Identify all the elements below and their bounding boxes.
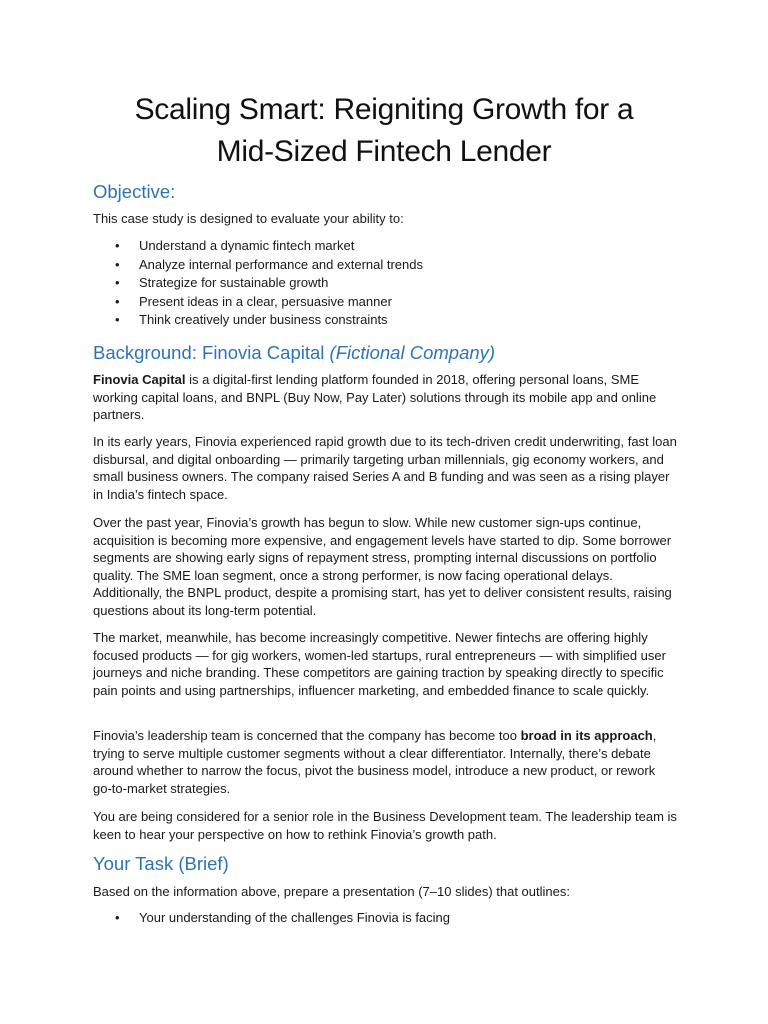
document-title [0, 89, 768, 173]
title-line-1: Scaling Smart: Reigniting Growth for a [134, 93, 634, 126]
objective-intro: This case study is designed to evaluate your ability to: [93, 211, 404, 226]
list-item: • Strategize for sustainable growth [93, 274, 423, 293]
background-paragraph-5: Finovia’s leadership team is concerned that the company has become too broad in its approach, trying to serve multiple customer segments without a clear differentiator. Internally, there’s debate around whether to narrow the focus, pivot the business model, introduce a new product, or rework go-to-market strategies. [93, 728, 657, 796]
task-list [93, 909, 450, 928]
list-item: • Understand a dynamic fintech market [93, 237, 423, 256]
list-item: • Present ideas in a clear, persuasive manner [93, 293, 423, 312]
background-paragraph-6: You are being considered for a senior role in the Business Development team. The leadership team is keen to hear your perspective on how to rethink Finovia’s growth path. [93, 809, 677, 842]
list-item: • Analyze internal performance and external trends [93, 256, 423, 275]
list-item: • Your understanding of the challenges Finovia is facing [93, 909, 450, 928]
emphasis-text: broad in its approach [520, 728, 653, 743]
title-line-2: Mid-Sized Fintech Lender [216, 135, 552, 168]
background-heading-italic: (Fictional Company) [329, 342, 496, 363]
background-paragraph-2: In its early years, Finovia experienced rapid growth due to its tech-driven credit underwriting, fast loan disbursal, and digital onboarding — primarily targeting urban millennials, gig economy workers, and small business owners. The company raised Series A and B funding and was seen as a rising player in India’s fintech space. [93, 434, 677, 502]
company-name: Finovia Capital [93, 372, 186, 387]
background-paragraph-4: The market, meanwhile, has become increasingly competitive. Newer fintechs are offering highly focused products — for gig workers, women-led startups, rural entrepreneurs — with simplified user journeys and niche branding. These competitors are gaining traction by speaking directly to specific pain points and using partnerships, influencer marketing, and embedded finance to scale quickly. [93, 630, 666, 698]
objective-list [93, 237, 423, 330]
list-item: • Think creatively under business constraints [93, 311, 423, 330]
background-heading-text: Background: Finovia Capital [93, 342, 330, 363]
objective-heading: Objective: [93, 181, 176, 202]
background-heading [93, 341, 495, 365]
task-intro: Based on the information above, prepare a presentation (7–10 slides) that outlines: [93, 884, 570, 899]
background-paragraph-1: Finovia Capital is a digital-first lending platform founded in 2018, offering personal loans, SME working capital loans, and BNPL (Buy Now, Pay Later) solutions through its mobile app and online partners. [93, 372, 657, 422]
background-paragraph-3: Over the past year, Finovia’s growth has begun to slow. While new customer sign-ups continue, acquisition is becoming more expensive, and engagement levels have started to dip. Some borrower segments are showing early signs of repayment stress, prompting internal discussions on portfolio quality. The SME loan segment, once a strong performer, is now facing operational delays. Additionally, the BNPL product, despite a promising start, has yet to deliver consistent results, raising questions about its long-term potential. [93, 515, 672, 618]
task-heading: Your Task (Brief) [93, 853, 229, 874]
